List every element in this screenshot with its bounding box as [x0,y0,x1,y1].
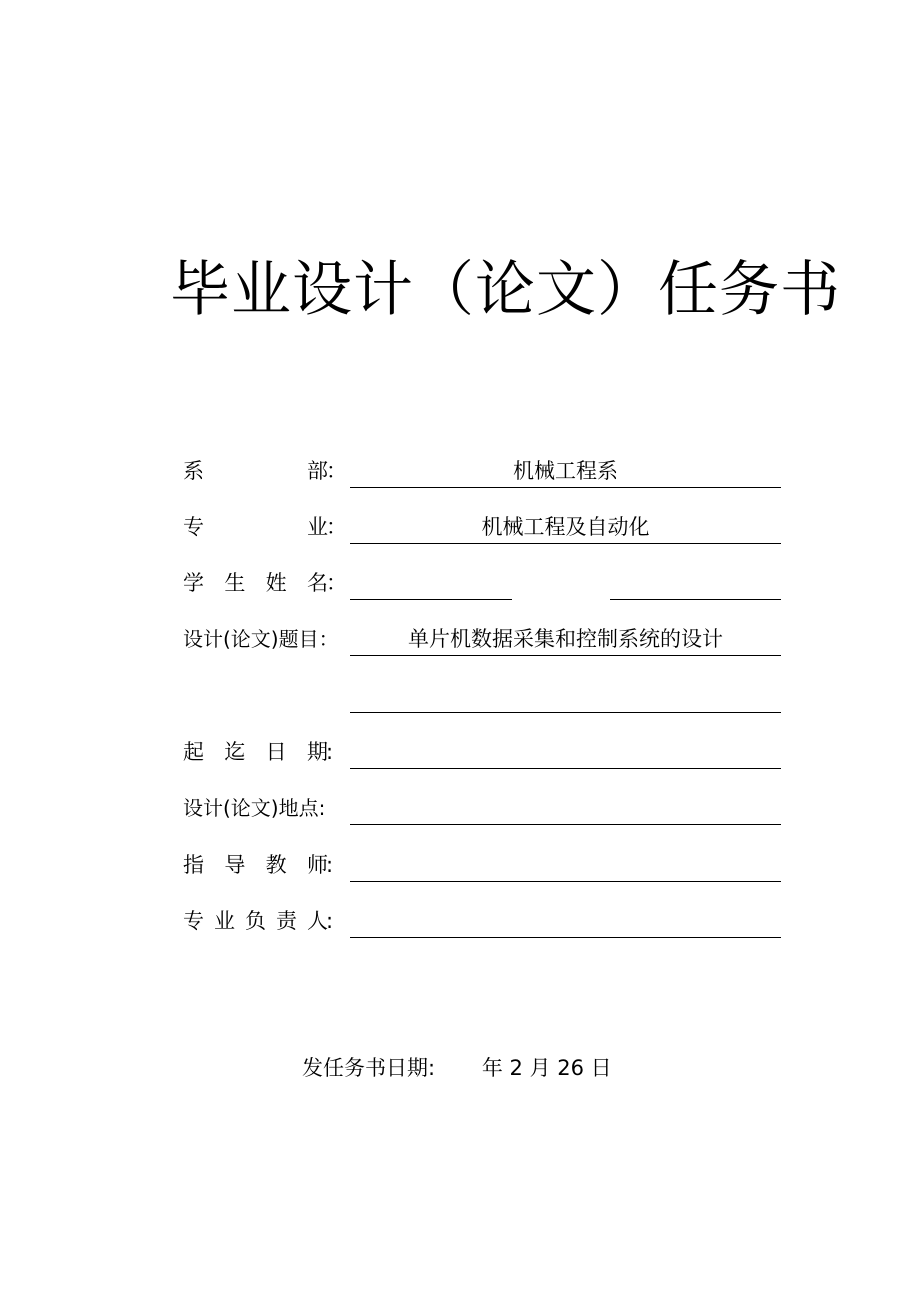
label-char: 业 [214,909,235,933]
label-char: 学 [183,571,204,595]
advisor-underline [350,881,781,882]
department-label [183,456,328,486]
advisor-label [183,850,328,880]
label-char: 指 [183,853,204,877]
label-char: 导 [224,853,246,877]
issue-date-month: 2 [509,1056,523,1080]
label-char: 迄 [224,740,246,764]
student-name-label [183,568,328,598]
issue-date-label: 发任务书日期: [302,1056,436,1080]
colon: : [326,740,334,764]
major-head-label [183,906,328,936]
colon: : [326,853,334,877]
colon: ： [326,515,347,539]
label-char: 教 [265,853,287,877]
student-name-row [183,568,783,608]
thesis-title-underline [350,655,781,656]
label-char: 专 [183,515,204,539]
label-char: 业 [307,515,328,539]
label-char: 人 [307,909,328,933]
location-row [183,793,783,833]
major-label [183,512,328,542]
issue-date-year-char: 年 [481,1056,503,1080]
colon: : [326,909,334,933]
department-value: 机械工程系 [513,459,618,483]
student-name-underline [350,599,512,600]
department-underline [350,487,781,488]
page-title: 毕业设计（论文）任务书 [170,255,841,325]
major-value: 机械工程及自动化 [481,515,650,539]
issue-date-day: 26 [557,1056,584,1080]
label-char: 负 [245,909,266,933]
issue-date [302,1050,612,1086]
student-id-underline [610,599,781,600]
label-char: 起 [183,740,204,764]
label-char: 期 [306,740,328,764]
major-head-underline [350,937,781,938]
department-row [183,456,783,496]
colon: ： [326,459,347,483]
label-char: 师 [306,853,328,877]
label-char: 责 [276,909,297,933]
date-range-underline [350,768,781,769]
major-underline [350,543,781,544]
label-char: 生 [224,571,246,595]
thesis-title-row [183,624,783,664]
date-range-row [183,737,783,777]
advisor-row [183,850,783,890]
label-char: 日 [265,740,287,764]
thesis-title-value: 单片机数据采集和控制系统的设计 [408,627,723,651]
thesis-title-label: 设计(论文)题目： [183,627,339,651]
label-char: 名 [306,571,328,595]
thesis-title-underline-2 [350,712,781,713]
issue-date-month-char: 月 [529,1056,551,1080]
date-range-label [183,737,328,767]
location-underline [350,824,781,825]
label-char: 专 [183,909,204,933]
label-char: 姓 [265,571,287,595]
thesis-title-continuation-row [183,681,783,721]
major-head-row [183,906,783,946]
label-char: 系 [183,459,204,483]
colon: ： [326,571,347,595]
location-label: 设计(论文)地点: [183,796,326,820]
label-char: 部 [307,459,328,483]
issue-date-day-char: 日 [590,1056,612,1080]
major-row [183,512,783,552]
